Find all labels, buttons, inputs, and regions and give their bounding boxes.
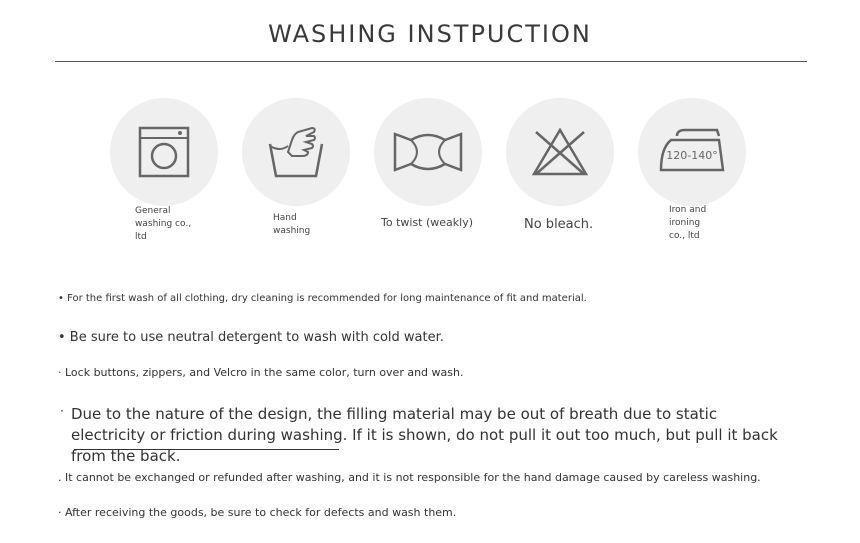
iron-temperature-label: 120-140° [666, 149, 718, 162]
instruction-filling-material: Due to the nature of the design, the filling material may be out of breath due to static electricity or friction during washing. If it is shown, do not pull it out too much, but pull it back from the back. [71, 405, 778, 465]
instruction-dry-cleaning: • For the first wash of all clothing, dry cleaning is recommended for long maintenance of fit and material. [58, 293, 587, 304]
iron-caption: Iron and ironing co., ltd [669, 205, 707, 241]
washing-machine-caption: General washing co., ltd [135, 206, 192, 242]
hand-wash-circle [242, 98, 350, 206]
no-bleach-icon [530, 126, 590, 178]
title-divider [55, 61, 807, 62]
instruction-filling-bullet: · [60, 404, 64, 418]
instruction-check-defects: · After receiving the goods, be sure to check for defects and wash them. [58, 506, 457, 519]
instruction-no-refund: . It cannot be exchanged or refunded after washing, and it is not responsible for the hand damage caused by careless washing. [58, 471, 761, 484]
page-title: WASHING INSTPUCTION [268, 20, 592, 48]
instruction-lock-fasteners: · Lock buttons, zippers, and Velcro in the same color, turn over and wash. [58, 366, 464, 379]
hand-wash-caption: Hand washing [273, 213, 311, 236]
iron-circle [638, 98, 746, 206]
no-bleach-caption: No bleach. [524, 217, 594, 232]
instruction-neutral-detergent: • Be sure to use neutral detergent to wash with cold water. [58, 330, 444, 345]
iron-icon [657, 126, 727, 178]
instruction-filling-underline [74, 449, 339, 450]
twist-caption: To twist (weakly) [381, 216, 474, 229]
washing-machine-circle [110, 98, 218, 206]
no-bleach-circle [506, 98, 614, 206]
twist-icon [393, 130, 463, 174]
hand-wash-icon [266, 122, 326, 182]
washing-machine-icon [136, 124, 192, 180]
twist-circle [374, 98, 482, 206]
